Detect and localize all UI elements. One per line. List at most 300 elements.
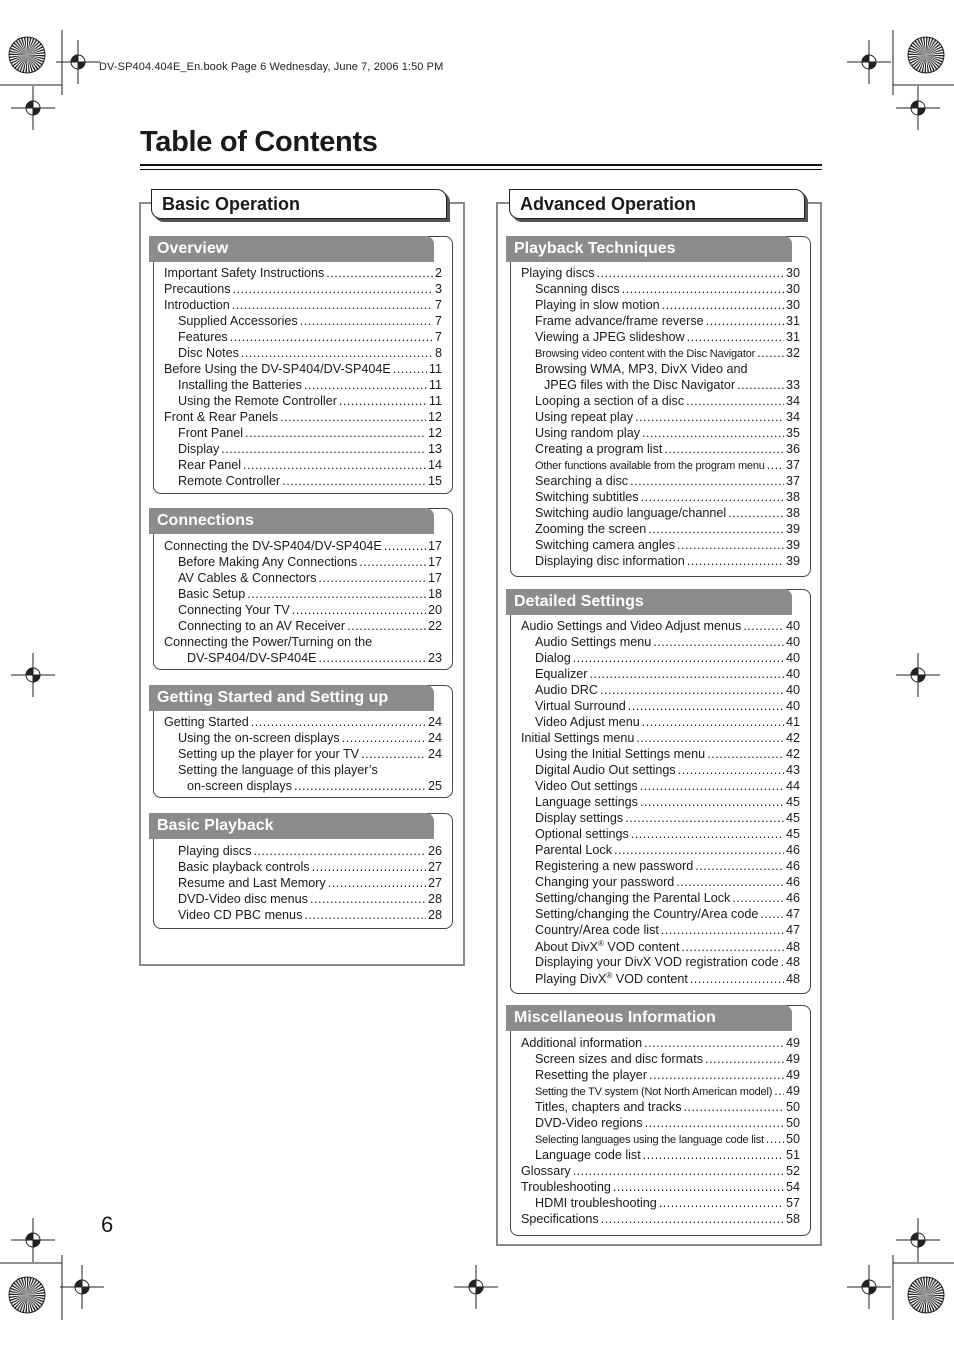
entry-title: Connecting Your TV — [178, 603, 290, 617]
entry-title: Setting up the player for your TV — [178, 747, 360, 761]
toc-entry[interactable] — [521, 939, 800, 955]
dot-leader — [707, 747, 784, 761]
toc-entry[interactable] — [164, 603, 442, 619]
entry-page-number: 8 — [434, 346, 442, 360]
entry-title: Audio Settings and Video Adjust menus — [521, 619, 742, 633]
entry-title: on-screen displays — [187, 779, 292, 793]
entry-list — [521, 1036, 800, 1228]
section-heading: Getting Started and Setting up — [149, 685, 434, 711]
toc-section-overview — [153, 236, 453, 494]
entry-page-number: 17 — [427, 555, 442, 569]
entry-page-number: 40 — [785, 667, 800, 681]
toc-section-detailed-settings — [510, 589, 811, 994]
entry-title: Audio DRC — [535, 683, 598, 697]
toc-entry[interactable] — [164, 410, 442, 426]
entry-page-number: 18 — [427, 587, 442, 601]
entry-title: Display — [178, 442, 220, 456]
entry-page-number: 27 — [427, 876, 442, 890]
entry-page-number: 46 — [785, 859, 800, 873]
entry-page-number: 58 — [785, 1212, 800, 1226]
sunburst-mark — [9, 37, 45, 73]
toc-entry[interactable] — [521, 474, 800, 490]
toc-entry[interactable] — [521, 1084, 800, 1100]
section-heading: Overview — [149, 236, 434, 262]
entry-page-number: 3 — [434, 282, 442, 296]
dot-leader — [613, 1180, 784, 1194]
dot-leader — [687, 330, 784, 344]
toc-entry[interactable] — [521, 346, 800, 362]
toc-entry[interactable] — [164, 571, 442, 587]
toc-entry[interactable] — [164, 651, 442, 667]
crosshair-mark — [11, 86, 55, 130]
toc-entry[interactable] — [521, 667, 800, 683]
entry-title: Creating a program list — [535, 442, 663, 456]
dot-leader — [757, 346, 784, 360]
dot-leader — [304, 378, 427, 392]
entry-title: Switching audio language/channel — [535, 506, 727, 520]
dot-leader — [659, 1196, 784, 1210]
dot-leader — [233, 282, 433, 296]
crosshair-mark — [896, 86, 940, 130]
toc-entry[interactable] — [164, 266, 442, 282]
entry-title: Frame advance/frame reverse — [535, 314, 704, 328]
toc-entry[interactable] — [521, 683, 800, 699]
crosshair-mark — [454, 1265, 498, 1309]
dot-leader — [359, 555, 426, 569]
toc-entry[interactable] — [521, 731, 800, 747]
entry-title: Using the Initial Settings menu — [535, 747, 706, 761]
entry-page-number: 36 — [785, 442, 800, 456]
entry-page-number: 47 — [785, 923, 800, 937]
entry-title: Selecting languages using the language code list — [535, 1134, 764, 1146]
dot-leader — [573, 651, 784, 665]
toc-entry[interactable] — [521, 923, 800, 939]
toc-entry[interactable] — [521, 859, 800, 875]
toc-entry[interactable] — [164, 779, 442, 795]
entry-page-number: 40 — [785, 651, 800, 665]
toc-entry[interactable] — [521, 1180, 800, 1196]
toc-entry[interactable] — [164, 314, 442, 330]
entry-title: Browsing WMA, MP3, DivX Video and — [535, 362, 748, 376]
entry-page-number: 12 — [427, 410, 442, 424]
toc-entry[interactable] — [521, 1068, 800, 1084]
dot-leader — [312, 860, 426, 874]
entry-page-number: 7 — [434, 330, 442, 344]
section-heading: Detailed Settings — [506, 589, 792, 615]
entry-page-number: 22 — [427, 619, 442, 633]
toc-entry[interactable] — [521, 1132, 800, 1148]
entry-page-number: 38 — [785, 506, 800, 520]
toc-section-playback-techniques — [510, 236, 811, 577]
dot-leader — [682, 940, 784, 954]
entry-page-number: 35 — [785, 426, 800, 440]
entry-title: Important Safety Instructions — [164, 266, 325, 280]
entry-page-number: 45 — [785, 811, 800, 825]
toc-entry[interactable] — [521, 1052, 800, 1068]
entry-list — [164, 539, 442, 667]
dot-leader — [635, 410, 784, 424]
dot-leader — [600, 683, 784, 697]
entry-list — [521, 619, 800, 987]
entry-page-number: 24 — [427, 747, 442, 761]
dot-leader — [644, 1036, 784, 1050]
entry-page-number: 48 — [785, 972, 800, 987]
entry-page-number: 54 — [785, 1180, 800, 1194]
page-number: 6 — [101, 1212, 114, 1237]
entry-title: Setting the TV system (Not North American model) — [535, 1086, 773, 1098]
dot-leader — [661, 923, 784, 937]
entry-title: Additional information — [521, 1036, 643, 1050]
toc-entry[interactable] — [521, 266, 800, 282]
dot-leader — [280, 410, 426, 424]
entry-page-number: 14 — [427, 458, 442, 472]
dot-leader — [630, 474, 784, 488]
entry-title: Virtual Surround — [535, 699, 626, 713]
entry-title: Equalizer — [535, 667, 588, 681]
entry-page-number: 11 — [428, 378, 442, 392]
entry-title: Resume and Last Memory — [178, 876, 326, 890]
toc-entry[interactable] — [521, 506, 800, 522]
entry-page-number: 31 — [785, 330, 800, 344]
entry-title: Looping a section of a disc — [535, 394, 685, 408]
dot-leader — [342, 731, 426, 745]
entry-title: Setting/changing the Country/Area code — [535, 907, 759, 921]
entry-title: JPEG files with the Disc Navigator — [544, 378, 736, 392]
entry-title: Browsing video content with the Disc Navigator — [535, 348, 756, 360]
toc-entry[interactable] — [521, 442, 800, 458]
entry-title: Titles, chapters and tracks — [535, 1100, 682, 1114]
entry-page-number: 42 — [785, 731, 800, 745]
entry-page-number: 40 — [785, 619, 800, 633]
dot-leader — [384, 539, 426, 553]
dot-leader — [631, 827, 784, 841]
toc-entry[interactable] — [164, 635, 442, 651]
entry-page-number: 17 — [427, 571, 442, 585]
dot-leader — [361, 747, 426, 761]
title-rule — [140, 164, 822, 166]
entry-title: Playing discs — [521, 266, 595, 280]
dot-leader — [282, 474, 426, 488]
entry-title: Parental Lock — [535, 843, 613, 857]
entry-title: Switching camera angles — [535, 538, 676, 552]
toc-entry[interactable] — [521, 1164, 800, 1180]
entry-title: DV-SP404/DV-SP404E — [187, 651, 317, 665]
crosshair-mark — [60, 1265, 104, 1309]
toc-entry[interactable] — [521, 1116, 800, 1132]
entry-page-number: 39 — [785, 522, 800, 536]
entry-title: Features — [178, 330, 228, 344]
toc-entry[interactable] — [164, 908, 442, 924]
entry-title: Basic playback controls — [178, 860, 310, 874]
toc-entry[interactable] — [164, 587, 442, 603]
entry-title: Remote Controller — [178, 474, 281, 488]
entry-title: Initial Settings menu — [521, 731, 635, 745]
entry-page-number: 57 — [785, 1196, 800, 1210]
entry-page-number: 34 — [785, 410, 800, 424]
entry-page-number: 47 — [785, 907, 800, 921]
toc-entry[interactable] — [521, 619, 800, 635]
entry-page-number: 7 — [434, 314, 442, 328]
dot-leader — [648, 522, 784, 536]
toc-entry[interactable] — [164, 844, 442, 860]
dot-leader — [677, 538, 784, 552]
dot-leader — [628, 699, 784, 713]
toc-entry[interactable] — [521, 314, 800, 330]
toc-entry[interactable] — [521, 426, 800, 442]
toc-entry[interactable] — [521, 394, 800, 410]
entry-title: Supplied Accessories — [178, 314, 298, 328]
entry-page-number: 46 — [785, 891, 800, 905]
toc-entry[interactable] — [521, 490, 800, 506]
toc-entry[interactable] — [164, 619, 442, 635]
entry-title: Resetting the player — [535, 1068, 648, 1082]
dot-leader — [774, 1084, 784, 1098]
entry-page-number: 27 — [427, 860, 442, 874]
dot-leader — [247, 587, 426, 601]
toc-entry[interactable] — [521, 410, 800, 426]
dot-leader — [300, 314, 433, 328]
toc-entry[interactable] — [521, 538, 800, 554]
toc-entry[interactable] — [521, 811, 800, 827]
entry-title: Searching a disc — [535, 474, 629, 488]
entry-title: Using the on-screen displays — [178, 731, 340, 745]
entry-title: Audio Settings menu — [535, 635, 652, 649]
entry-page-number: 28 — [427, 908, 442, 922]
toc-entry[interactable] — [521, 843, 800, 859]
entry-page-number: 23 — [427, 651, 442, 665]
entry-page-number: 49 — [785, 1084, 800, 1098]
dot-leader — [597, 266, 784, 280]
toc-entry[interactable] — [164, 474, 442, 490]
toc-entry[interactable] — [164, 458, 442, 474]
toc-entry[interactable] — [521, 378, 800, 394]
toc-entry[interactable] — [521, 1148, 800, 1164]
entry-title: Video CD PBC menus — [178, 908, 303, 922]
toc-entry[interactable] — [521, 1212, 800, 1228]
entry-page-number: 40 — [785, 683, 800, 697]
dot-leader — [686, 394, 784, 408]
sunburst-mark — [9, 1277, 45, 1313]
toc-entry[interactable] — [521, 891, 800, 907]
entry-page-number: 30 — [785, 282, 800, 296]
toc-entry[interactable] — [164, 892, 442, 908]
toc-entry[interactable] — [521, 827, 800, 843]
dot-leader — [760, 907, 784, 921]
dot-leader — [339, 394, 427, 408]
entry-title: Rear Panel — [178, 458, 242, 472]
entry-page-number: 42 — [785, 747, 800, 761]
dot-leader — [232, 298, 433, 312]
toc-entry[interactable] — [164, 394, 442, 410]
entry-page-number: 24 — [427, 715, 442, 729]
dot-leader — [294, 779, 426, 793]
entry-title: Precautions — [164, 282, 231, 296]
entry-title: Using repeat play — [535, 410, 634, 424]
dot-leader — [653, 635, 784, 649]
entry-page-number: 2 — [434, 266, 442, 280]
toc-entry[interactable] — [164, 362, 442, 378]
entry-title: Language code list — [535, 1148, 641, 1162]
toc-entry[interactable] — [521, 458, 800, 474]
toc-entry[interactable] — [164, 876, 442, 892]
entry-list — [164, 266, 442, 490]
dot-leader — [254, 844, 426, 858]
crosshair-mark — [11, 653, 55, 697]
entry-title: DVD-Video regions — [535, 1116, 643, 1130]
toc-section-connections — [153, 508, 453, 670]
entry-title: Video Adjust menu — [535, 715, 640, 729]
dot-leader — [251, 715, 426, 729]
toc-entry[interactable] — [521, 635, 800, 651]
toc-entry[interactable] — [521, 1036, 800, 1052]
entry-page-number: 38 — [785, 490, 800, 504]
toc-entry[interactable] — [164, 539, 442, 555]
entry-page-number: 33 — [785, 378, 800, 392]
crosshair-mark — [896, 653, 940, 697]
entry-page-number: 45 — [785, 795, 800, 809]
toc-entry[interactable] — [521, 875, 800, 891]
entry-title: Using random play — [535, 426, 640, 440]
dot-leader — [781, 955, 784, 969]
entry-title: Language settings — [535, 795, 638, 809]
entry-list — [164, 715, 442, 795]
entry-title: Dialog — [535, 651, 571, 665]
toc-entry[interactable] — [164, 282, 442, 298]
toc-entry[interactable] — [164, 330, 442, 346]
section-heading: Miscellaneous Information — [506, 1005, 792, 1031]
toc-entry[interactable] — [164, 763, 442, 779]
toc-entry[interactable] — [521, 779, 800, 795]
dot-leader — [676, 875, 784, 889]
entry-page-number: 49 — [785, 1052, 800, 1066]
toc-entry[interactable] — [521, 715, 800, 731]
entry-title: Connecting the DV-SP404/DV-SP404E — [164, 539, 382, 553]
entry-title: Playing discs — [178, 844, 252, 858]
toc-entry[interactable] — [521, 971, 800, 987]
entry-page-number: 46 — [785, 875, 800, 889]
dot-leader — [732, 891, 784, 905]
toc-entry[interactable] — [521, 554, 800, 570]
dot-leader — [728, 506, 784, 520]
entry-page-number: 12 — [427, 426, 442, 440]
entry-title: Basic Setup — [178, 587, 246, 601]
toc-entry[interactable] — [164, 442, 442, 458]
entry-page-number: 45 — [785, 827, 800, 841]
toc-entry[interactable] — [164, 346, 442, 362]
crosshair-mark — [847, 40, 891, 84]
entry-title: Connecting the Power/Turning on the — [164, 635, 373, 649]
dot-leader — [230, 330, 433, 344]
entry-list — [164, 844, 442, 924]
left-column-heading: Basic Operation — [151, 189, 447, 219]
dot-leader — [347, 619, 426, 633]
entry-page-number: 49 — [785, 1068, 800, 1082]
dot-leader — [684, 1100, 784, 1114]
toc-section-miscellaneous-information — [510, 1005, 811, 1236]
entry-title: Digital Audio Out settings — [535, 763, 676, 777]
toc-entry[interactable] — [521, 907, 800, 923]
entry-page-number: 31 — [785, 314, 800, 328]
toc-entry[interactable] — [521, 362, 800, 378]
toc-entry[interactable] — [164, 747, 442, 763]
entry-page-number: 7 — [434, 298, 442, 312]
toc-entry[interactable] — [164, 378, 442, 394]
entry-title: Displaying disc information — [535, 554, 685, 568]
dot-leader — [243, 458, 426, 472]
entry-title: Country/Area code list — [535, 923, 659, 937]
entry-title: Disc Notes — [178, 346, 239, 360]
entry-title: Setting/changing the Parental Lock — [535, 891, 731, 905]
entry-title: Switching subtitles — [535, 490, 639, 504]
section-heading: Basic Playback — [149, 813, 434, 839]
entry-page-number: 52 — [785, 1164, 800, 1178]
toc-entry[interactable] — [521, 1196, 800, 1212]
toc-entry[interactable] — [521, 330, 800, 346]
entry-page-number: 41 — [785, 715, 800, 729]
dot-leader — [678, 763, 784, 777]
toc-entry[interactable] — [521, 955, 800, 971]
toc-entry[interactable] — [521, 651, 800, 667]
entry-page-number: 30 — [785, 298, 800, 312]
dot-leader — [573, 1164, 784, 1178]
toc-entry[interactable] — [521, 298, 800, 314]
entry-title: Specifications — [521, 1212, 599, 1226]
crosshair-mark — [847, 1265, 891, 1309]
entry-page-number: 43 — [785, 763, 800, 777]
dot-leader — [292, 603, 426, 617]
entry-page-number: 13 — [427, 442, 442, 456]
dot-leader — [640, 779, 784, 793]
toc-entry[interactable] — [521, 747, 800, 763]
entry-page-number: 37 — [785, 474, 800, 488]
entry-page-number: 44 — [785, 779, 800, 793]
page-title: Table of Contents — [140, 126, 378, 158]
toc-entry[interactable] — [521, 699, 800, 715]
entry-page-number: 17 — [427, 539, 442, 553]
dot-leader — [737, 378, 784, 392]
dot-leader — [706, 314, 784, 328]
toc-entry[interactable] — [164, 715, 442, 731]
toc-entry[interactable] — [521, 795, 800, 811]
dot-leader — [241, 346, 433, 360]
entry-page-number: 51 — [785, 1148, 800, 1162]
entry-title: Zooming the screen — [535, 522, 647, 536]
toc-entry[interactable] — [164, 298, 442, 314]
entry-page-number: 30 — [785, 266, 800, 280]
dot-leader — [328, 876, 426, 890]
toc-entry[interactable] — [164, 860, 442, 876]
toc-entry[interactable] — [164, 555, 442, 571]
toc-entry[interactable] — [521, 282, 800, 298]
dot-leader — [767, 458, 784, 472]
toc-entry[interactable] — [164, 731, 442, 747]
toc-entry[interactable] — [521, 522, 800, 538]
entry-title: Front Panel — [178, 426, 244, 440]
toc-entry[interactable] — [521, 763, 800, 779]
entry-title: Getting Started — [164, 715, 249, 729]
entry-title: Setting the language of this player’s — [178, 763, 378, 777]
entry-title: Introduction — [164, 298, 230, 312]
toc-entry[interactable] — [164, 426, 442, 442]
toc-entry[interactable] — [521, 1100, 800, 1116]
entry-title: Front & Rear Panels — [164, 410, 279, 424]
dot-leader — [310, 892, 426, 906]
entry-page-number: 40 — [785, 635, 800, 649]
entry-title: Scanning discs — [535, 282, 620, 296]
dot-leader — [664, 442, 784, 456]
entry-page-number: 11 — [428, 394, 442, 408]
dot-leader — [640, 795, 784, 809]
